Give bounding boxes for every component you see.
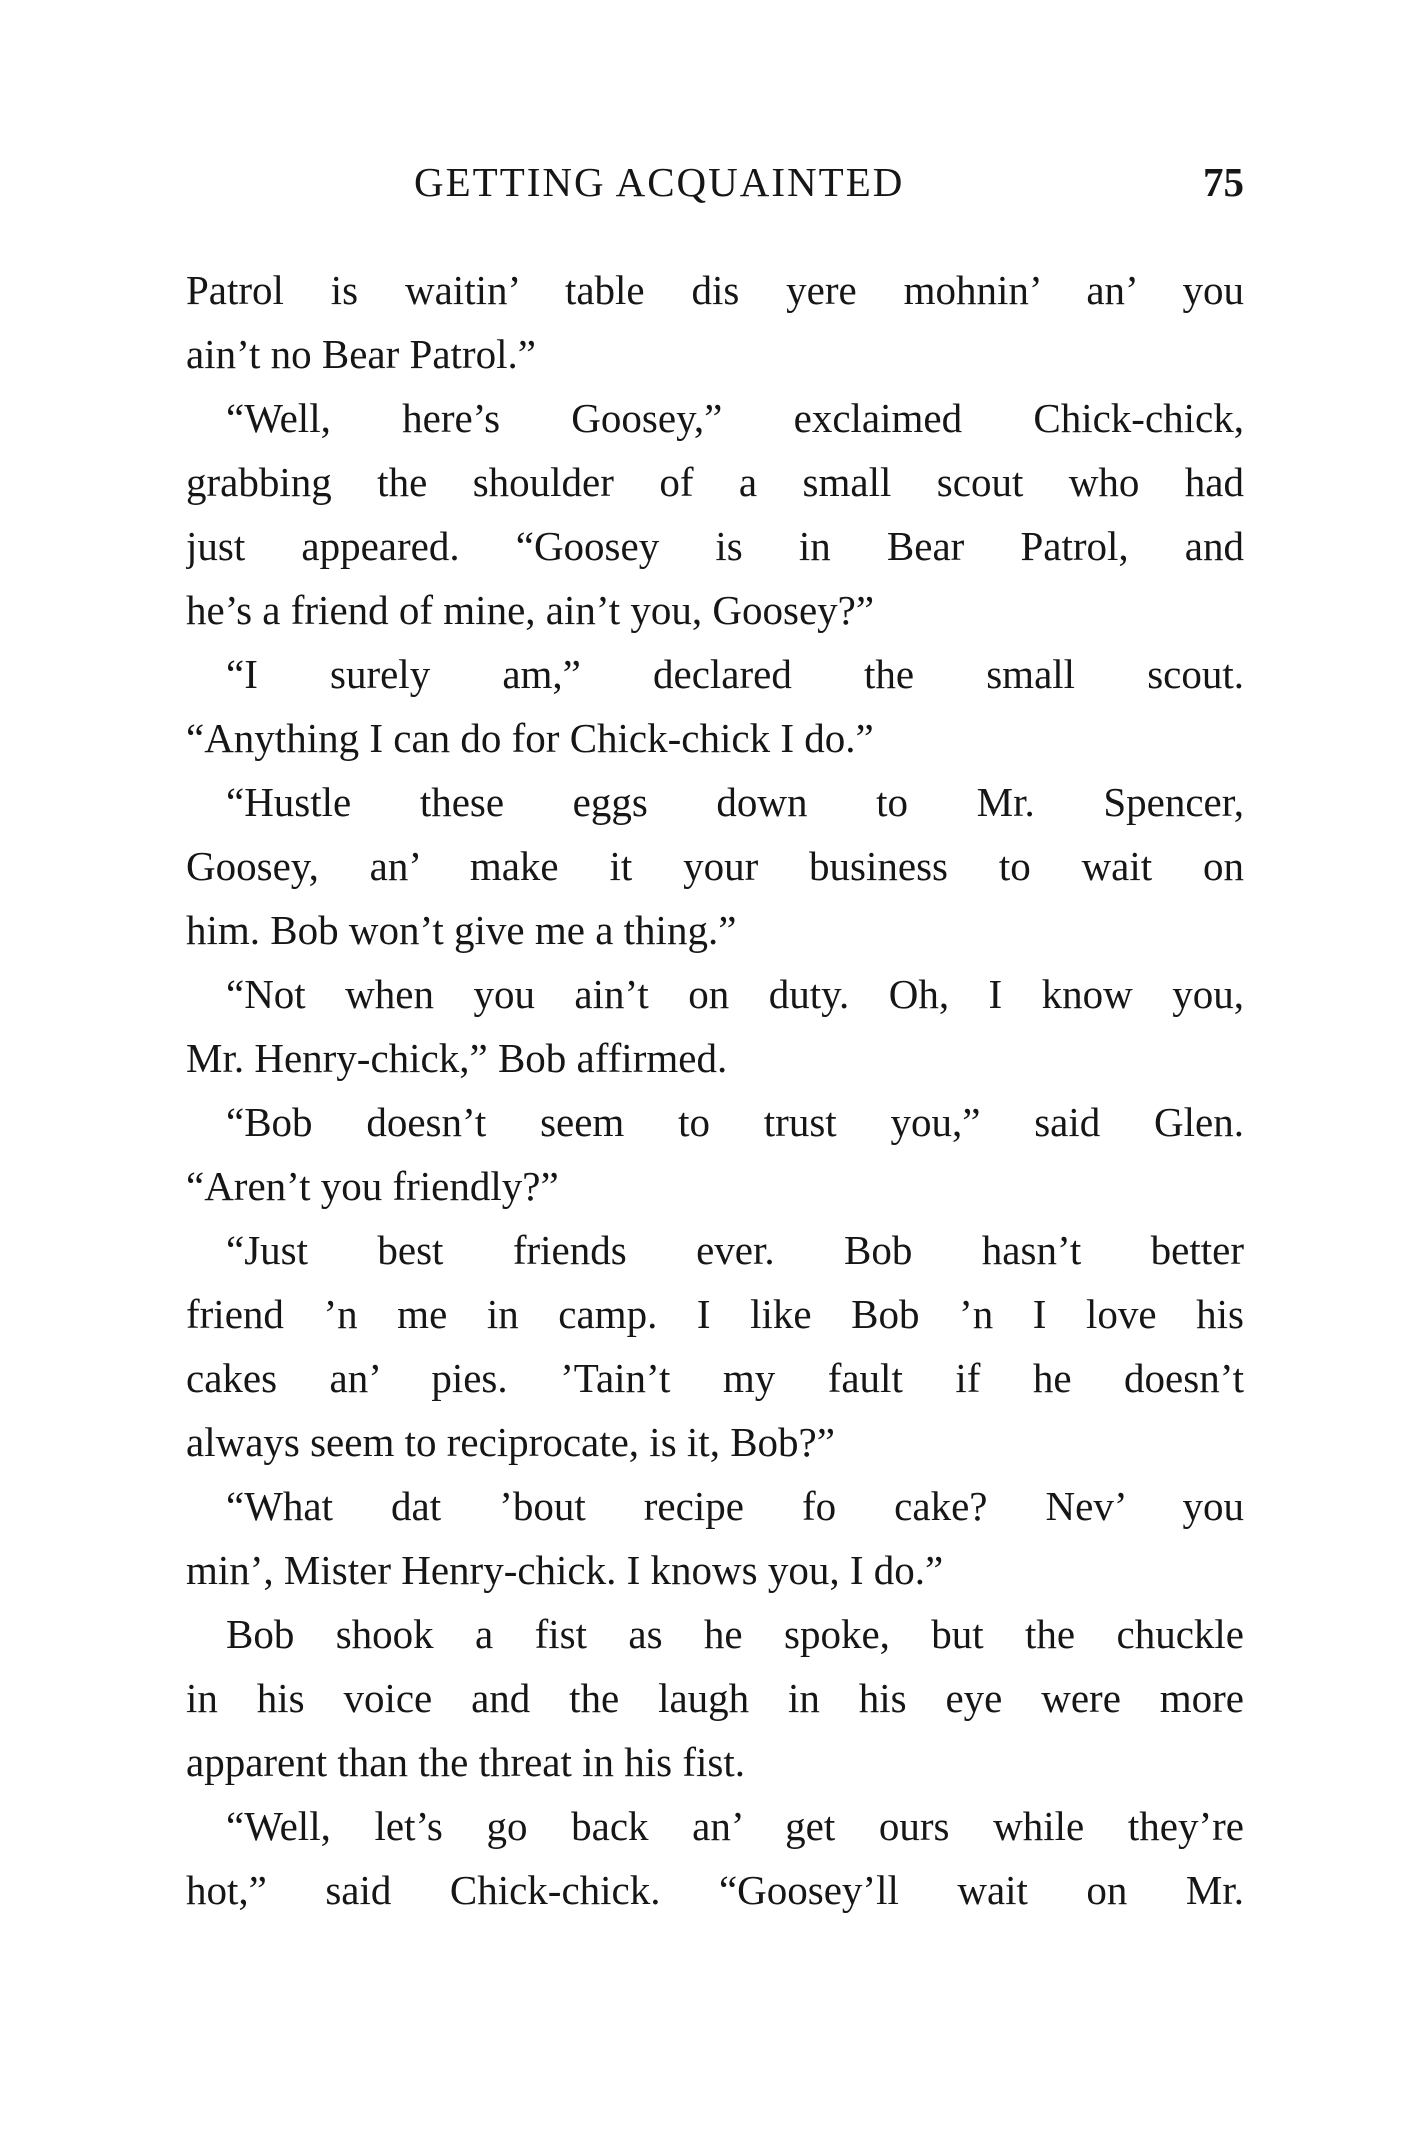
text-line: “Just best friends ever. Bob hasn’t better <box>226 1227 1244 1273</box>
text-line: “Bob doesn’t seem to trust you,” said Glen. <box>226 1099 1244 1145</box>
text-line: grabbing the shoulder of a small scout who had <box>186 459 1244 505</box>
text-line: Bob shook a fist as he spoke, but the chuckle <box>226 1611 1244 1657</box>
text-line: “Anything I can do for Chick-chick I do.” <box>186 715 874 761</box>
running-title: GETTING ACQUAINTED <box>414 159 905 205</box>
running-head <box>186 158 1244 218</box>
text-line: Mr. Henry-chick,” Bob affirmed. <box>186 1035 728 1081</box>
text-line: “Aren’t you friendly?” <box>186 1163 559 1209</box>
text-line: “Well, here’s Goosey,” exclaimed Chick-chick, <box>226 395 1244 441</box>
text-line: min’, Mister Henry-chick. I knows you, I do.” <box>186 1547 944 1593</box>
text-line: “Not when you ain’t on duty. Oh, I know you, <box>226 971 1244 1017</box>
text-line: him. Bob won’t give me a thing.” <box>186 907 737 953</box>
body-text <box>186 258 1244 1922</box>
text-line: apparent than the threat in his fist. <box>186 1739 746 1785</box>
text-line: ain’t no Bear Patrol.” <box>186 331 536 377</box>
page-number: 75 <box>1203 159 1244 205</box>
text-line: just appeared. “Goosey is in Bear Patrol, and <box>186 523 1244 569</box>
text-line: cakes an’ pies. ’Tain’t my fault if he doesn’t <box>186 1355 1244 1401</box>
text-line: always seem to reciprocate, is it, Bob?” <box>186 1419 835 1465</box>
text-line: hot,” said Chick-chick. “Goosey’ll wait on Mr. <box>186 1867 1244 1913</box>
text-line: Patrol is waitin’ table dis yere mohnin’ an’ you <box>186 267 1244 313</box>
text-line: “What dat ’bout recipe fo cake? Nev’ you <box>226 1483 1244 1529</box>
text-line: “Well, let’s go back an’ get ours while they’re <box>226 1803 1244 1849</box>
text-line: Goosey, an’ make it your business to wait on <box>186 843 1244 889</box>
text-line: he’s a friend of mine, ain’t you, Goosey?” <box>186 587 875 633</box>
text-line: “I surely am,” declared the small scout. <box>226 651 1244 697</box>
text-line: in his voice and the laugh in his eye were more <box>186 1675 1244 1721</box>
text-line: friend ’n me in camp. I like Bob ’n I love his <box>186 1291 1244 1337</box>
text-line: “Hustle these eggs down to Mr. Spencer, <box>226 779 1244 825</box>
